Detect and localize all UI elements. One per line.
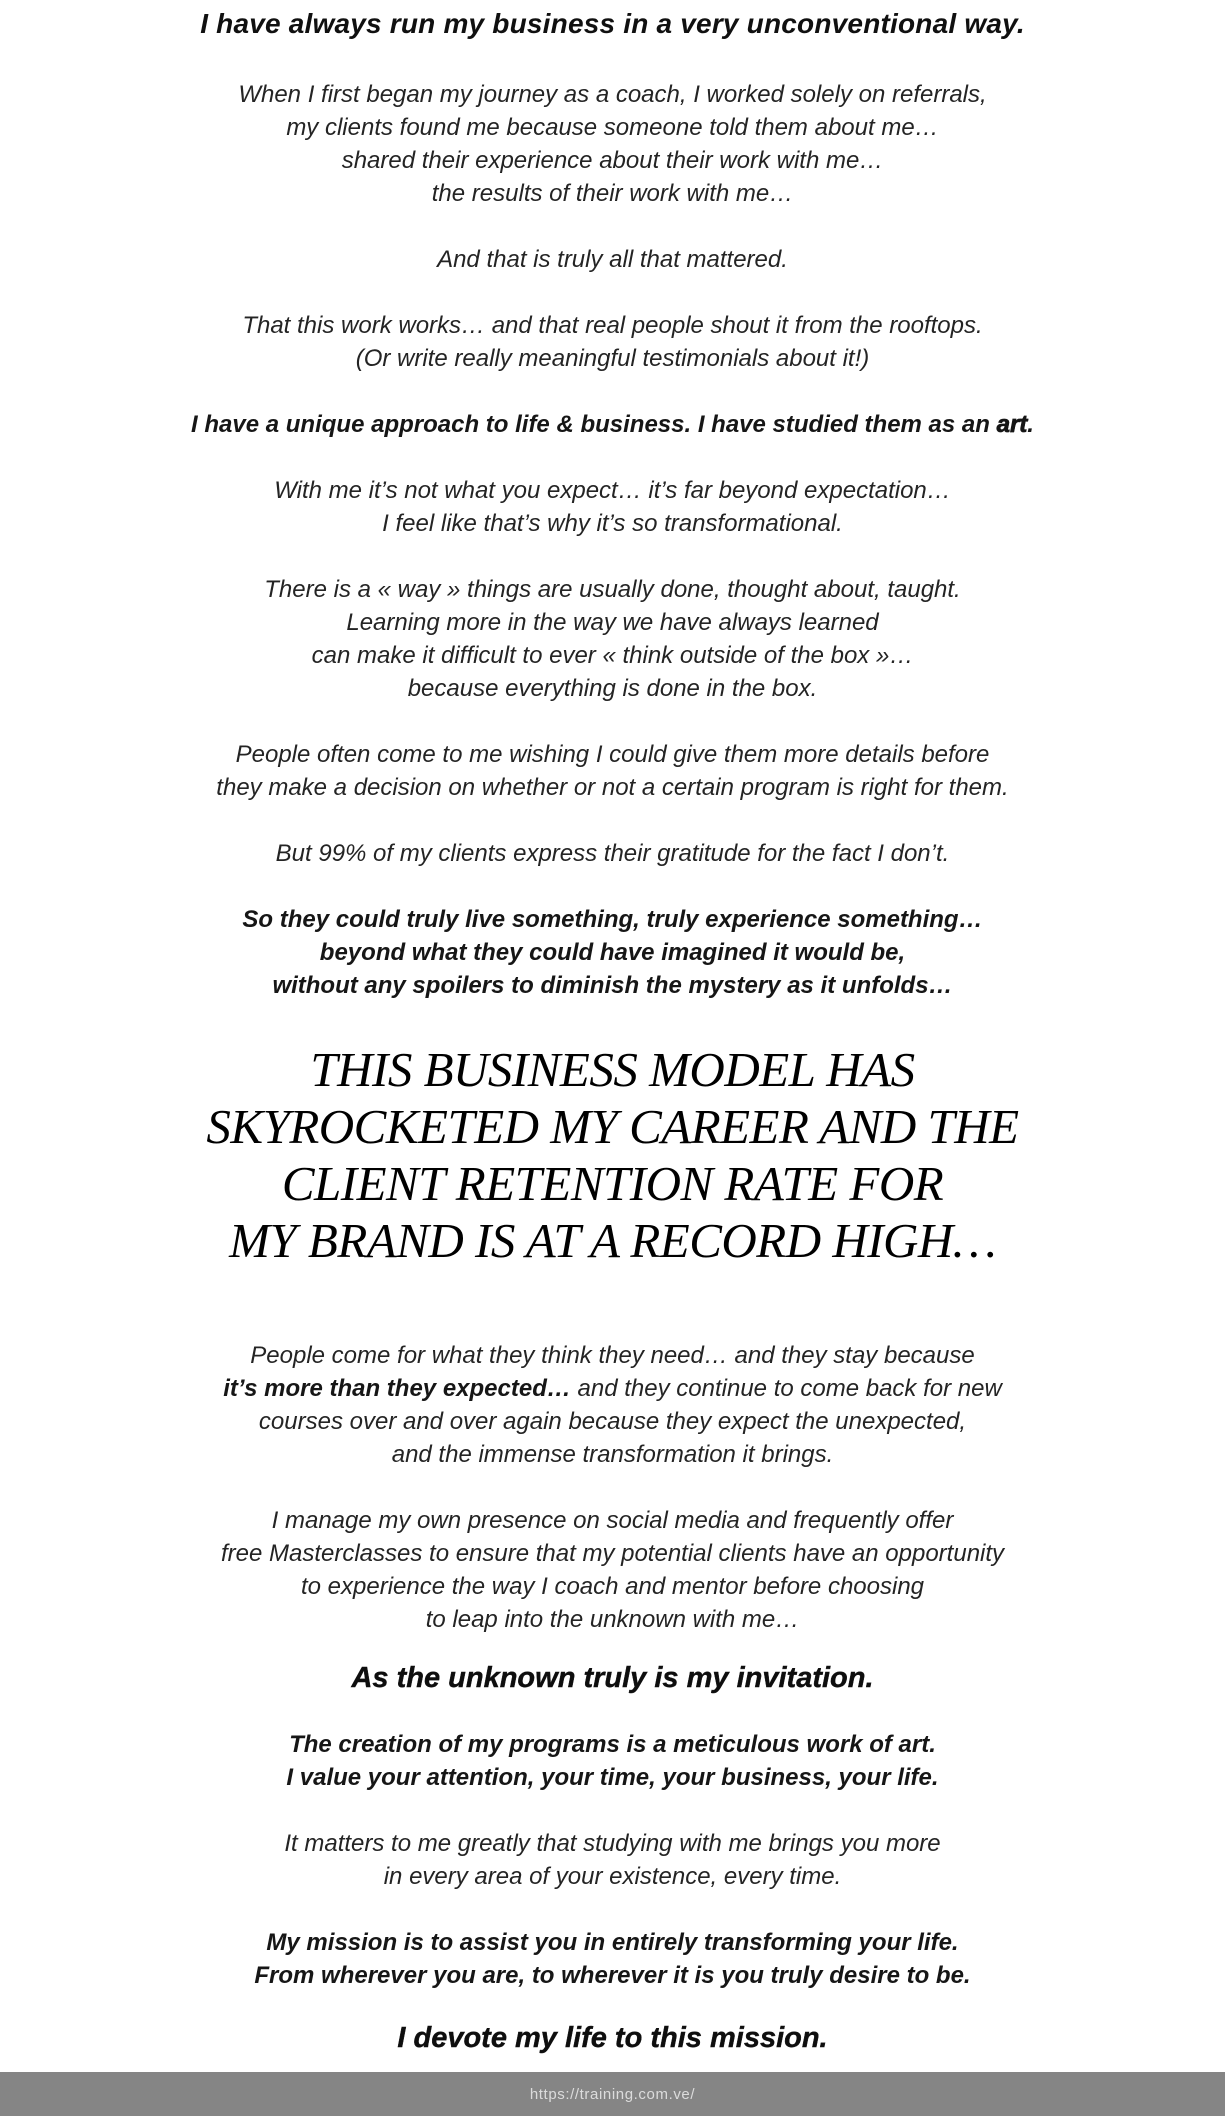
text-line: My mission is to assist you in entirely transforming your life. <box>266 1929 959 1956</box>
text-line: because everything is done in the box. <box>407 675 818 702</box>
text-line <box>85 1372 1140 1405</box>
emphasized-phrase: it’s more than they expected… <box>223 1375 571 1402</box>
text-line: It matters to me greatly that studying with me brings you more <box>284 1830 941 1857</box>
text-line: I value your attention, your time, your business, your life. <box>286 1764 939 1791</box>
text-line: People come for what they think they need… and they stay because <box>250 1342 975 1369</box>
text-line: without any spoilers to diminish the mystery as it unfolds… <box>272 972 953 999</box>
paragraph-details <box>85 738 1140 804</box>
paragraph-why-they-stay <box>85 1339 1140 1471</box>
paragraph-unique-approach <box>85 408 1140 441</box>
paragraph-expectation <box>85 474 1140 540</box>
text-line: With me it’s not what you expect… it’s far beyond expectation… <box>274 477 951 504</box>
paragraph-referrals <box>85 78 1140 210</box>
text-line <box>85 408 1140 441</box>
paragraph-gratitude <box>85 837 1140 870</box>
text-line: And that is truly all that mattered. <box>437 246 788 273</box>
text-line: That this work works… and that real people shout it from the rooftops. <box>242 312 983 339</box>
text-line: The creation of my programs is a meticulous work of art. <box>289 1731 936 1758</box>
text-line: to leap into the unknown with me… <box>425 1606 800 1633</box>
paragraph-masterclasses <box>85 1504 1140 1636</box>
text-line: the results of their work with me… <box>431 180 794 207</box>
text-line: they make a decision on whether or not a certain program is right for them. <box>216 774 1009 801</box>
text-line: courses over and over again because they expect the unexpected, <box>258 1408 967 1435</box>
browser-status-bar <box>0 2072 1225 2116</box>
text-line: There is a « way » things are usually done, thought about, taught. <box>264 576 961 603</box>
paragraph-invitation <box>85 1658 1140 1698</box>
paragraph-meticulous <box>85 1728 1140 1794</box>
heading-line: CLIENT RETENTION RATE FOR <box>281 1156 944 1211</box>
text-line: As the unknown truly is my invitation. <box>351 1662 874 1694</box>
status-bar-url: https://training.com.ve/ <box>529 2085 696 2103</box>
intro-heading: I have always run my business in a very unconventional way. <box>200 8 1025 39</box>
text-line: When I first began my journey as a coach, I worked solely on referrals, <box>238 81 987 108</box>
text-segment: I have a unique approach to life & business. I have studied them as an <box>191 411 997 438</box>
paragraph-devote <box>85 2018 1140 2058</box>
text-segment: . <box>1027 411 1034 438</box>
text-line: From wherever you are, to wherever it is you truly desire to be. <box>254 1962 971 1989</box>
heading-line: THIS BUSINESS MODEL HAS <box>310 1042 915 1097</box>
paragraph-no-spoilers <box>85 903 1140 1002</box>
business-model-heading <box>85 1041 1140 1269</box>
emphasized-word-art: art <box>996 411 1028 438</box>
heading-line: MY BRAND IS AT A RECORD HIGH… <box>229 1213 996 1268</box>
paragraph-the-way <box>85 573 1140 705</box>
text-line: I manage my own presence on social media and frequently offer <box>271 1507 954 1534</box>
text-line: So they could truly live something, truly experience something… <box>242 906 983 933</box>
text-line: I devote my life to this mission. <box>397 2022 828 2054</box>
text-line: Learning more in the way we have always learned <box>346 609 879 636</box>
text-line: shared their experience about their work with me… <box>341 147 884 174</box>
text-line: to experience the way I coach and mentor before choosing <box>300 1573 925 1600</box>
text-line: But 99% of my clients express their gratitude for the fact I don’t. <box>275 840 950 867</box>
text-line: beyond what they could have imagined it would be, <box>319 939 906 966</box>
paragraph-rooftops <box>85 309 1140 375</box>
paragraph-mission <box>85 1926 1140 1992</box>
heading-line: SKYROCKETED MY CAREER AND THE <box>206 1099 1019 1154</box>
text-line: (Or write really meaningful testimonials about it!) <box>355 345 870 372</box>
text-line: free Masterclasses to ensure that my potential clients have an opportunity <box>220 1540 1005 1567</box>
text-line: and the immense transformation it brings. <box>391 1441 834 1468</box>
text-line: I feel like that’s why it’s so transformational. <box>382 510 843 537</box>
paragraph-mattered <box>85 243 1140 276</box>
text-segment: and they continue to come back for new <box>570 1375 1002 1402</box>
text-line: my clients found me because someone told them about me… <box>286 114 939 141</box>
paragraph-it-matters <box>85 1827 1140 1893</box>
text-line: can make it difficult to ever « think outside of the box »… <box>311 642 914 669</box>
text-line: People often come to me wishing I could give them more details before <box>235 741 990 768</box>
text-line: in every area of your existence, every time. <box>383 1863 842 1890</box>
